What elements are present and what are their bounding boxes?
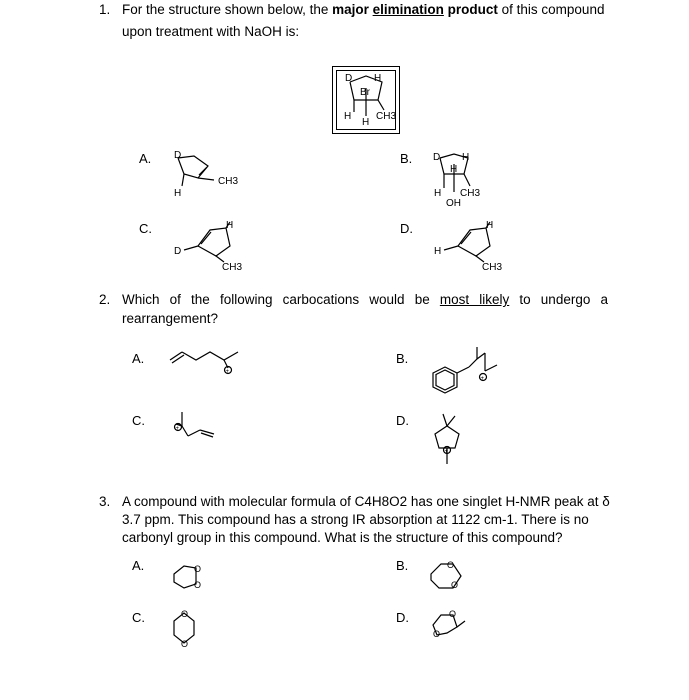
label-h: H xyxy=(450,164,458,175)
option-b-label[interactable]: B. xyxy=(396,558,409,573)
question-text-line-2: upon treatment with NaOH is: xyxy=(122,24,300,39)
label-br: Br xyxy=(360,87,370,98)
option-d-label[interactable]: D. xyxy=(396,610,409,625)
q3-option-c-structure[interactable] xyxy=(166,603,216,653)
label-d: D xyxy=(345,73,353,84)
label-ch3: CH3 xyxy=(222,262,243,273)
question-text-line-1 xyxy=(122,290,608,310)
label-h: H xyxy=(462,152,470,163)
option-d-label[interactable]: D. xyxy=(396,413,409,428)
atom-o: O xyxy=(447,560,455,570)
q2-option-c-structure[interactable] xyxy=(168,410,228,445)
option-a-label[interactable]: A. xyxy=(132,351,145,366)
charge-plus: + xyxy=(444,449,449,455)
option-b-label[interactable]: B. xyxy=(400,151,413,166)
label-h: H xyxy=(486,220,494,231)
charge-plus: + xyxy=(225,369,230,375)
q3-option-b-structure[interactable] xyxy=(425,556,475,596)
label-h: H xyxy=(434,188,442,199)
question-text-line-2: rearrangement? xyxy=(122,311,219,326)
label-h: H xyxy=(362,117,370,128)
question-number: 3. xyxy=(99,494,111,509)
atom-o: O xyxy=(181,639,189,649)
question-text-line-2: 3.7 ppm. This compound has a strong IR absorption at 1122 cm-1. There is no xyxy=(122,512,589,527)
label-oh: OH xyxy=(446,198,461,209)
option-a-label[interactable]: A. xyxy=(132,558,145,573)
label-d: D xyxy=(433,152,441,163)
question-number: 2. xyxy=(99,292,111,307)
q3-option-d-structure[interactable] xyxy=(425,603,475,653)
emphasis-major: major xyxy=(332,2,373,17)
text-segment: Which of the following carbocations would be xyxy=(122,292,440,307)
emphasis-elimination: elimination xyxy=(372,2,444,17)
q1-option-c-structure[interactable] xyxy=(170,218,260,273)
option-c-label[interactable]: C. xyxy=(132,610,145,625)
atom-o: O xyxy=(181,609,189,619)
label-ch3: CH3 xyxy=(482,262,503,273)
charge-plus: + xyxy=(175,426,180,432)
option-d-label[interactable]: D. xyxy=(400,221,413,236)
label-ch3: CH3 xyxy=(218,176,239,187)
q2-option-b-structure[interactable] xyxy=(425,345,515,400)
option-c-label[interactable]: C. xyxy=(132,413,145,428)
label-h: H xyxy=(374,73,382,84)
atom-o: O xyxy=(194,580,202,590)
option-c-label[interactable]: C. xyxy=(139,221,152,236)
label-d: D xyxy=(174,150,182,161)
q1-option-d-structure[interactable] xyxy=(430,218,520,273)
atom-o: O xyxy=(194,564,202,574)
charge-plus: + xyxy=(480,376,485,382)
label-h: H xyxy=(344,111,352,122)
text-segment: to undergo a xyxy=(509,292,608,307)
q2-option-a-structure[interactable] xyxy=(168,348,258,378)
question-text-line-1 xyxy=(122,0,604,20)
q1-option-a-structure[interactable] xyxy=(170,148,250,198)
q1-option-b-structure[interactable] xyxy=(430,148,500,218)
emphasis-most-likely: most likely xyxy=(439,292,510,307)
question-text-line-3: carbonyl group in this compound. What is the structure of this compound? xyxy=(122,530,563,545)
option-a-label[interactable]: A. xyxy=(139,151,152,166)
label-h: H xyxy=(226,220,234,231)
q3-option-a-structure[interactable] xyxy=(166,556,216,596)
question-number: 1. xyxy=(99,2,111,17)
label-ch3: CH3 xyxy=(460,188,481,199)
text-segment: of this compound xyxy=(497,2,605,17)
reactant-structure xyxy=(332,66,400,134)
atom-o: O xyxy=(433,629,441,639)
atom-o: O xyxy=(449,609,457,619)
option-b-label[interactable]: B. xyxy=(396,351,409,366)
emphasis-product: product xyxy=(443,2,498,17)
label-h: H xyxy=(434,246,442,257)
q2-option-d-structure[interactable] xyxy=(425,408,475,468)
atom-o: O xyxy=(451,580,459,590)
label-d: D xyxy=(174,246,182,257)
label-ch3: CH3 xyxy=(376,111,397,122)
label-h: H xyxy=(174,188,182,199)
text-segment: For the structure shown below, the xyxy=(122,2,333,17)
question-text-line-1: A compound with molecular formula of C4H8O2 has one singlet H-NMR peak at δ xyxy=(122,494,610,509)
